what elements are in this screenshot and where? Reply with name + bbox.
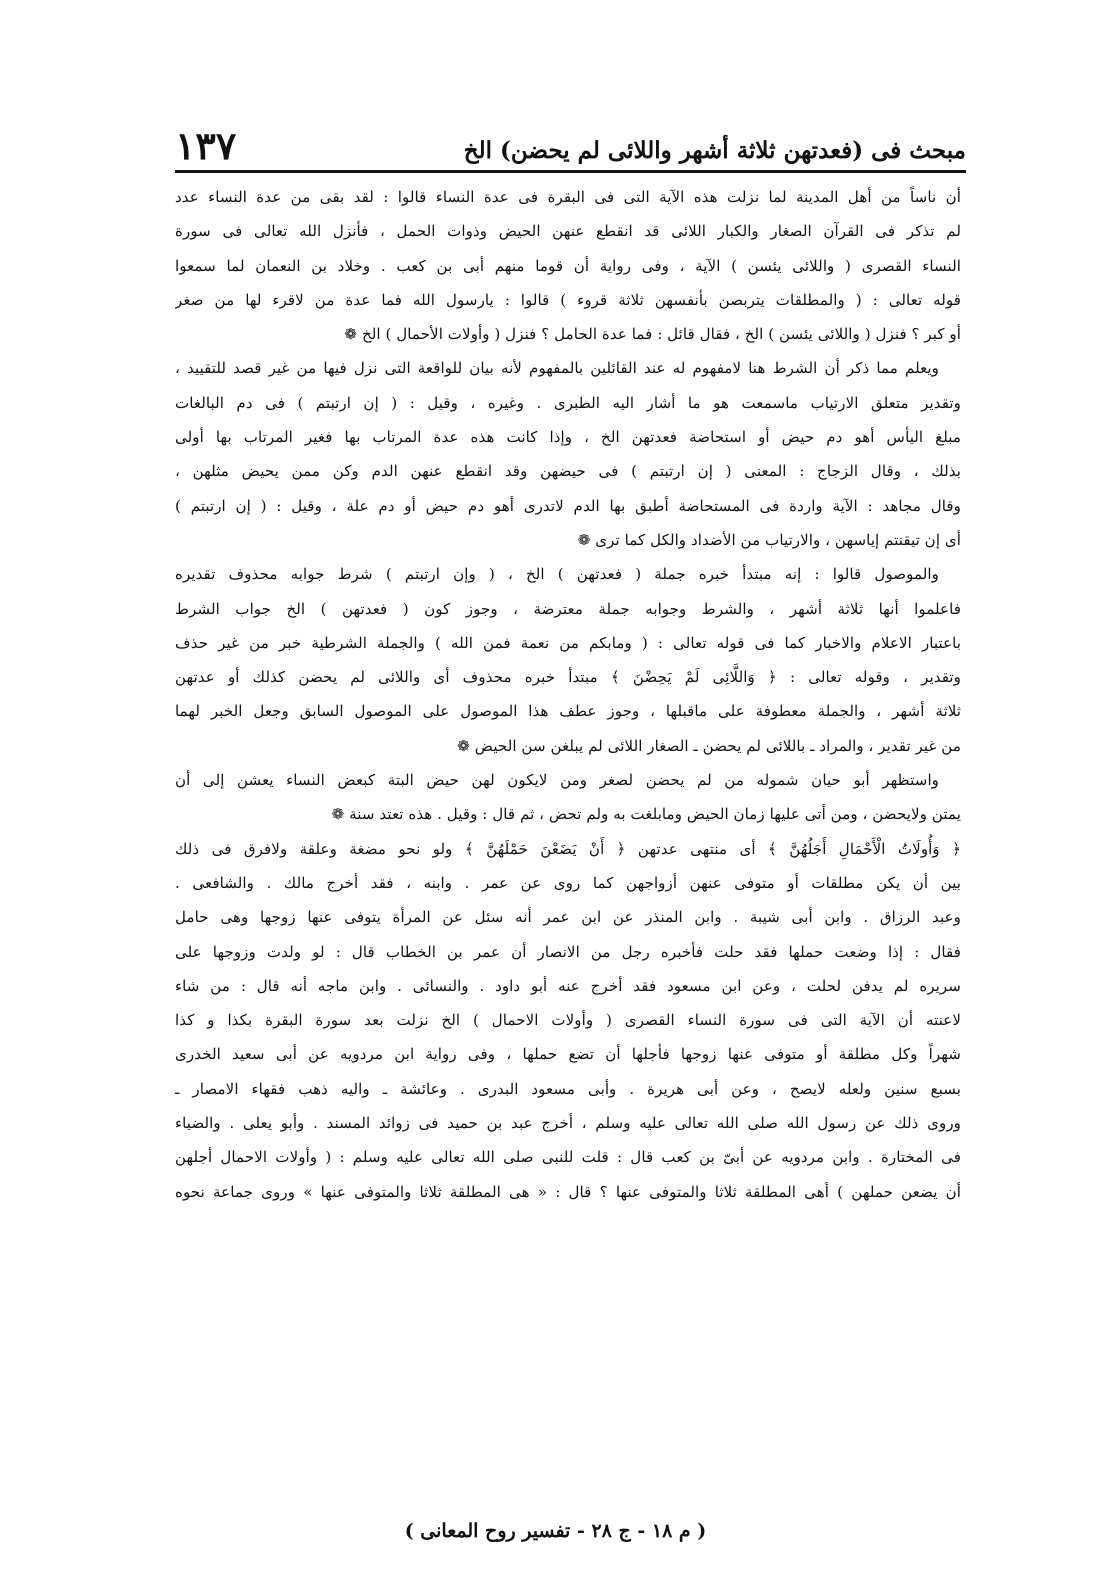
text-line: مبلغ اليأس أهو دم حيض أو استحاضة فعدتهن الخ ، وإذا كانت هذه عدة المرتاب بها فغير المرتاب بها أولى <box>175 428 961 447</box>
text-line: لاعنته أن الآية التى فى سورة النساء القصرى ( وأولات الاحمال ) الخ نزلت بعد سورة البقرة بكذا و كذا <box>175 1011 961 1030</box>
text-line: وروى ذلك عن رسول الله صلى الله تعالى عليه وسلم ، أخرج عبد بن حميد فى زوائد المسند . وأبو يعلى . والضياء <box>175 1114 961 1133</box>
text-line: أى إن تيقنتم إياسهن ، والارتياب من الأضداد والكل كما ترى ❁ <box>577 530 961 549</box>
text-line: بين أن يكن مطلقات أو متوفى عنهن أزواجهن كما روى عن عمر . وابنه ، فقد أخرج مالك . والشافعى . <box>175 873 961 892</box>
text-line: بسبع سنين ولعله لايصح ، وعن أبى هريرة . وأبى مسعود البدرى . وعائشة ـ واليه ذهب فقهاء الامصار ـ <box>175 1079 961 1098</box>
text-line: أن يضعن حملهن ) أهى المطلقة ثلاثا والمتوفى عنها ؟ قال : « هى المطلقة ثلاثا والمتوفى عنها » وروى جماعة نحوه <box>175 1182 961 1201</box>
text-line: سريره لم يدفن لحلت ، وعن ابن مسعود فقد أخرج عنه أبو داود . والنسائى . وابن ماجه أنه قال : من شاء <box>175 976 961 995</box>
text-line: قوله تعالى : ( والمطلقات يتربصن بأنفسهن ثلاثة قروء ) قالوا : يارسول الله فما عدة من لاقرء لها من صغر <box>175 290 961 309</box>
text-line: باعتبار الاعلام والاخبار كما فى قوله تعالى : ( ومابكم من نعمة فمن الله ) والجملة الشرطية خبر من غير حذف <box>175 633 961 652</box>
text-line: أن ناساً من أهل المدينة لما نزلت هذه الآية التى فى البقرة فى عدة النساء قالوا : لقد بقى من عدة النساء عدد <box>175 188 961 206</box>
text-line: شهراً وكل مطلقة أو متوفى عنها زوجها فأجلها أن تضع حملها ، وفى رواية ابن مردويه عن أبى سعيد الخدرى <box>175 1045 961 1064</box>
text-line: فقال : إذا وضعت حملها فقد حلت فأخبره رجل من الانصار أن عمر بن الخطاب قال : لو ولدت وزوجها على <box>175 942 961 961</box>
text-line: ﴿ وَأُولَاتُ الْأَحْمَالِ أَجَلُهُنَّ ﴾ أى منتهى عدتهن ﴿ أَنْ يَضَعْنَ حَمْلَهُنَّ ﴾ ولو نحو مضغة وعلقة ولافرق فى ذلك <box>175 839 961 858</box>
text-line: واستظهر أبو حيان شموله من لم يحضن لصغر ومن لايكون لهن حيض البتة كبعض النساء يعشن إلى أن <box>175 771 939 790</box>
text-line: وتقدير ، وقوله تعالى : ﴿ وَاللَّائِى لَمْ يَحِضْنَ ﴾ مبتدأ خبره محذوف أى واللائى لم يحضن كذلك أو عدتهن <box>175 668 961 687</box>
running-title: مبحث فى (فعدتهن ثلاثة أشهر واللائى لم يحضن) الخ <box>463 137 966 164</box>
text-line: ثلاثة أشهر ، والجملة معطوفة على ماقبلها ، وجوز عطف هذا الموصول على الموصول السابق وجعل الخبر لهما <box>175 702 961 721</box>
text-line: والموصول قالوا : إنه مبتدأ خبره جملة ( فعدتهن ) الخ ، ( وإن ارتبتم ) شرط جوابه محذوف تقديره <box>175 565 939 584</box>
text-line: أو كبر ؟ فنزل ( واللائى يئسن ) الخ ، فقال قائل : فما عدة الحامل ؟ فنزل ( وأولات الأحمال ) الخ ❁ <box>344 325 961 344</box>
page-header <box>175 120 966 173</box>
page-footer: ( م ١٨ - ج ٢٨ - تفسير روح المعانى ) <box>404 1520 707 1542</box>
text-line: النساء القصرى ( واللائى يئسن ) الآية ، وفى رواية أن قوما منهم أبى بن كعب . وخلاد بن النعمان لما سمعوا <box>175 256 961 275</box>
text-line: يمتن ولايحضن ، ومن أتى عليها زمان الحيض ومابلغت به ولم تحض ، ثم قال : وقيل . هذه تعتد سنة ❁ <box>331 805 961 824</box>
text-line: وتقدير متعلق الارتياب ماسمعت هو ما أشار اليه الطبرى . وغيره ، وقيل : ( إن ارتبتم ) فى دم البالغات <box>175 393 961 412</box>
text-line: وقال مجاهد : الآية واردة فى المستحاضة أطبق بها الدم لاتدرى أهو دم حيض أو دم علة ، وقيل : ( إن ارتبتم ) <box>175 496 961 515</box>
page-number: ١٣٧ <box>175 123 237 168</box>
text-line: ويعلم مما ذكر أن الشرط هنا لامفهوم له عند القائلين بالمفهوم لأنه بيان للواقعة التى نزل فيها من غير قصد للتقييد ، <box>175 359 939 378</box>
text-line: لم تذكر فى القرآن الصغار والكبار اللائى قد انقطع عنهن الحيض وذوات الحمل ، فأنزل الله تعالى فى سورة <box>175 222 961 241</box>
body-text <box>175 180 961 1209</box>
text-line: فى المختارة . وابن مردويه عن أبىّ بن كعب قال : قلت للنبى صلى الله تعالى عليه وسلم : ( وأولات الاحمال أجلهن <box>175 1148 961 1167</box>
text-line: فاعلموا أنها ثلاثة أشهر ، والشرط وجوابه جملة معترضة ، وجوز كون ( فعدتهن ) الخ جواب الشرط <box>175 599 961 618</box>
text-line: بذلك ، وقال الزجاج : المعنى ( إن ارتبتم ) فى حيضهن وقد انقطع عنهن الدم وكن ممن يحيض مثلهن ، <box>175 462 961 481</box>
text-line: من غير تقدير ، والمراد ـ باللائى لم يحضن ـ الصغار اللائى لم يبلغن سن الحيض ❁ <box>457 736 961 755</box>
text-line: وعبد الرزاق . وابن أبى شيبة . وابن المنذر عن ابن عمر أنه سئل عن المرأة يتوفى عنها زوجها وهى حامل <box>175 908 961 927</box>
